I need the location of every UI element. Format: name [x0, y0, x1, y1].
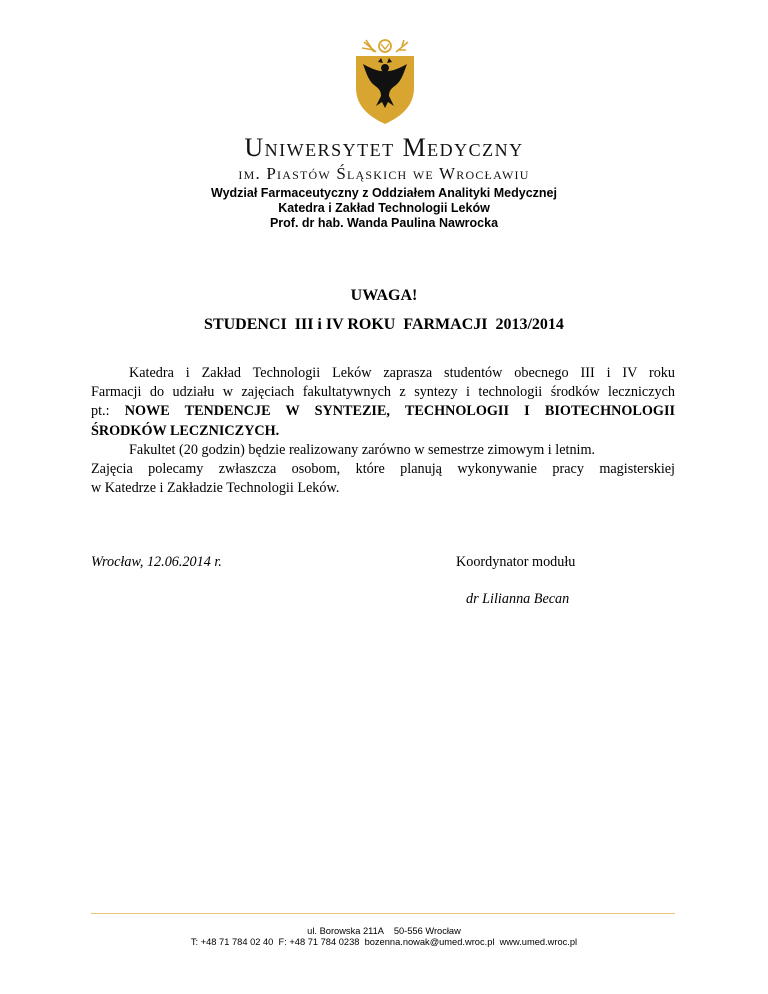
footer-address: ul. Borowska 211A 50-556 Wrocław — [307, 926, 461, 936]
paragraph-1-line-3 — [91, 402, 675, 421]
footer-contacts: T: +48 71 784 02 40 F: +48 71 784 0238 bozenna.nowak@umed.wroc.pl www.umed.wroc.pl — [190, 937, 578, 947]
notice-body — [91, 364, 675, 498]
department-head: Prof. dr hab. Wanda Paulina Nawrocka — [269, 216, 499, 230]
crest-medallion-icon — [379, 40, 391, 52]
pt-prefix: pt.: — [91, 403, 110, 420]
notice-subtitle: STUDENCI III i IV ROKU FARMACJI 2013/2014 — [204, 316, 564, 333]
university-subtitle: im. Piastów Śląskich we Wrocławiu — [238, 164, 530, 183]
paragraph-1-line-2: Farmacji do udziału w zajęciach fakultatywnych z syntezy i technologii środków leczniczych — [91, 384, 675, 401]
footer-divider — [91, 913, 675, 914]
university-crest-logo — [354, 38, 416, 124]
place-and-date: Wrocław, 12.06.2014 r. — [91, 554, 222, 570]
university-name: Uniwersytet Medyczny — [244, 133, 524, 162]
paragraph-1-line-4 — [91, 422, 675, 441]
course-title-end: ŚRODKÓW LECZNICZYCH. — [91, 422, 280, 439]
faculty-name: Wydział Farmaceutyczny z Oddziałem Analityki Medycznej — [211, 186, 557, 200]
paragraph-1-line-1: Katedra i Zakład Technologii Leków zaprasza studentów obecnego III i IV roku — [129, 365, 675, 381]
crest-caduceus-icon — [362, 40, 376, 52]
paragraph-2: Fakultet (20 godzin) będzie realizowany zarówno w semestrze zimowym i letnim. — [129, 441, 596, 458]
notice-title: UWAGA! — [350, 287, 418, 304]
paragraph-3-line-1: Zajęcia polecamy zwłaszcza osobom, które planują wykonywanie pracy magisterskiej — [91, 461, 675, 478]
crest-bowl-icon — [396, 40, 408, 52]
coordinator-name: dr Lilianna Becan — [466, 591, 570, 607]
paragraph-3-line-2: w Katedrze i Zakładzie Technologii Leków. — [91, 480, 340, 497]
course-title: NOWE TENDENCJE W SYNTEZIE, TECHNOLOGII I BIOTECHNOLOGII — [124, 403, 676, 420]
coordinator-label: Koordynator modułu — [456, 554, 576, 570]
department-name: Katedra i Zakład Technologii Leków — [278, 201, 490, 215]
